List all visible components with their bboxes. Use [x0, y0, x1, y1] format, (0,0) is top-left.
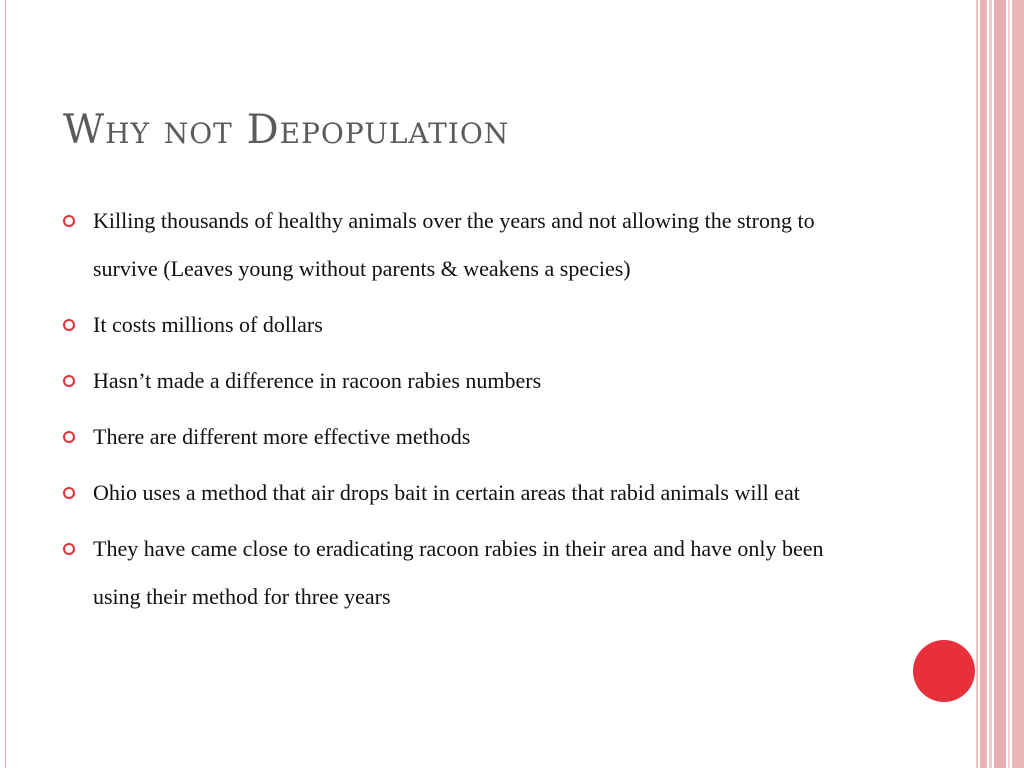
stripe — [976, 0, 978, 768]
bullet-item — [60, 525, 860, 621]
bullet-list — [60, 197, 860, 629]
left-border-line — [5, 0, 6, 768]
circle-bullet-icon — [63, 487, 75, 499]
slide-title: Why not Depopulation — [63, 107, 510, 153]
bullet-text: Hasn’t made a difference in racoon rabies numbers — [93, 368, 542, 393]
right-decorative-stripes — [976, 0, 1024, 768]
bullet-item — [60, 469, 860, 517]
stripe — [1012, 0, 1024, 768]
circle-bullet-icon — [63, 543, 75, 555]
bullet-item — [60, 413, 860, 461]
bullet-text: Ohio uses a method that air drops bait in certain areas that rabid animals will eat — [93, 480, 800, 505]
bullet-text: There are different more effective methods — [93, 424, 471, 449]
bullet-text: It costs millions of dollars — [93, 312, 323, 337]
circle-bullet-icon — [63, 215, 75, 227]
stripe — [994, 0, 1006, 768]
red-circle-decoration — [913, 640, 975, 702]
bullet-text: Killing thousands of healthy animals over the years and not allowing the strong to survive (Leaves young without parents & weakens a species) — [93, 208, 815, 281]
bullet-item — [60, 357, 860, 405]
stripe — [1008, 0, 1010, 768]
circle-bullet-icon — [63, 431, 75, 443]
bullet-item — [60, 301, 860, 349]
stripe — [989, 0, 992, 768]
bullet-text: They have came close to eradicating racoon rabies in their area and have only been using their method for three years — [93, 536, 824, 609]
circle-bullet-icon — [63, 319, 75, 331]
stripe — [980, 0, 987, 768]
bullet-item — [60, 197, 860, 293]
circle-bullet-icon — [63, 375, 75, 387]
